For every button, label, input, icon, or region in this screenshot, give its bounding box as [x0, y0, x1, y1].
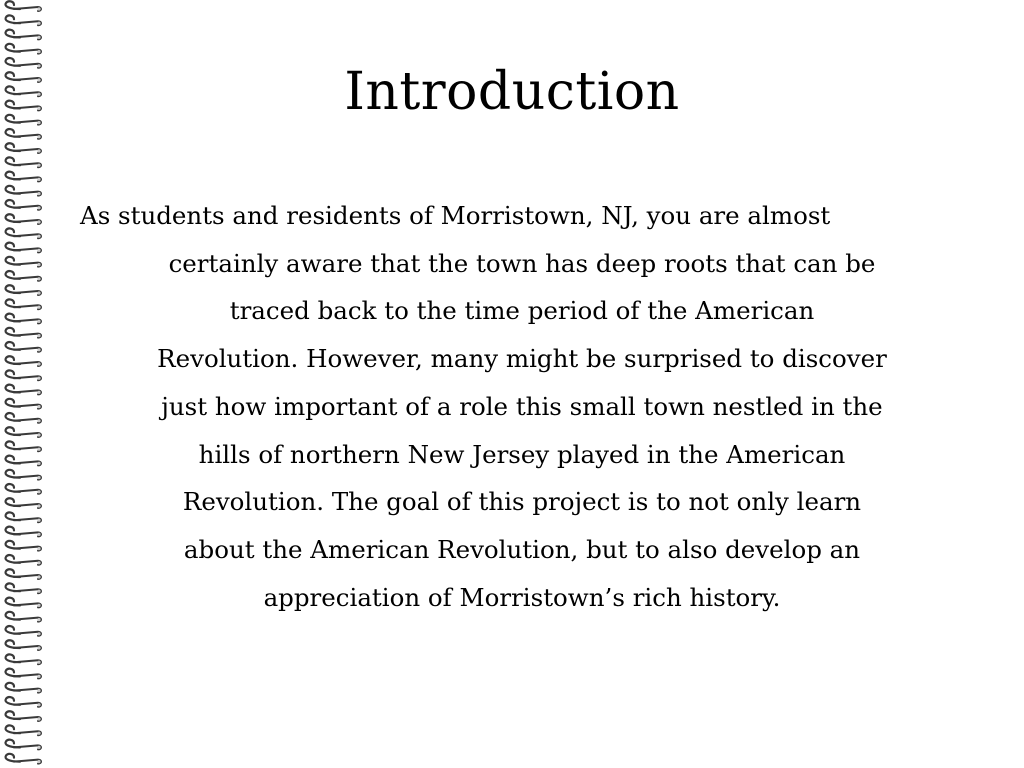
- binding-ring: [6, 527, 41, 537]
- binding-ring: [6, 157, 41, 167]
- binding-ring: [6, 427, 41, 437]
- binding-ring: [6, 399, 41, 409]
- paragraph-line: Revolution. However, many might be surprised to discover: [157, 344, 887, 374]
- binding-ring: [6, 541, 41, 551]
- binding-ring: [6, 328, 41, 338]
- page-title: Introduction: [344, 62, 680, 122]
- binding-ring: [6, 654, 41, 664]
- binding-ring: [6, 271, 41, 281]
- binding-ring: [6, 172, 41, 182]
- binding-ring: [6, 1, 41, 11]
- binding-ring: [6, 555, 41, 565]
- intro-paragraph: [80, 192, 964, 621]
- binding-ring: [6, 314, 41, 324]
- binding-ring: [6, 598, 41, 608]
- binding-ring: [6, 342, 41, 352]
- binding-ring: [6, 129, 41, 139]
- binding-ring: [6, 456, 41, 466]
- paragraph-line: hills of northern New Jersey played in the American: [198, 439, 846, 469]
- binding-ring: [6, 754, 41, 764]
- binding-ring: [6, 512, 41, 522]
- binding-ring: [6, 498, 41, 508]
- paragraph-line: just how important of a role this small town nestled in the: [161, 391, 883, 421]
- binding-ring: [6, 228, 41, 238]
- paragraph-line: about the American Revolution, but to also develop an: [183, 534, 861, 564]
- paragraph-line: Revolution. The goal of this project is to not only learn: [182, 487, 862, 517]
- binding-ring: [6, 44, 41, 54]
- binding-ring: [6, 257, 41, 267]
- binding-ring: [6, 243, 41, 253]
- binding-ring: [6, 626, 41, 636]
- binding-ring: [6, 669, 41, 679]
- binding-ring: [6, 683, 41, 693]
- binding-ring: [6, 30, 41, 40]
- binding-ring: [6, 470, 41, 480]
- binding-ring: [6, 385, 41, 395]
- binding-ring: [6, 484, 41, 494]
- binding-ring: [6, 740, 41, 750]
- binding-ring: [6, 569, 41, 579]
- binding-ring: [6, 143, 41, 153]
- binding-ring: [6, 583, 41, 593]
- binding-ring: [6, 299, 41, 309]
- binding-ring: [6, 15, 41, 25]
- paragraph-line: traced back to the time period of the American: [229, 296, 815, 326]
- binding-ring: [6, 214, 41, 224]
- binding-ring: [6, 441, 41, 451]
- binding-ring: [6, 640, 41, 650]
- binding-ring: [6, 356, 41, 366]
- binding-ring: [6, 285, 41, 295]
- binding-ring: [6, 370, 41, 380]
- binding-ring: [6, 711, 41, 721]
- binding-ring: [6, 725, 41, 735]
- binding-ring: [6, 697, 41, 707]
- binding-ring: [6, 413, 41, 423]
- paragraph-line: As students and residents of Morristown, NJ, you are almost: [80, 201, 831, 230]
- binding-ring: [6, 186, 41, 196]
- paragraph-line: certainly aware that the town has deep roots that can be: [168, 248, 876, 278]
- binding-ring: [6, 612, 41, 622]
- paragraph-line: appreciation of Morristown’s rich history.: [263, 582, 781, 612]
- binding-ring: [6, 200, 41, 210]
